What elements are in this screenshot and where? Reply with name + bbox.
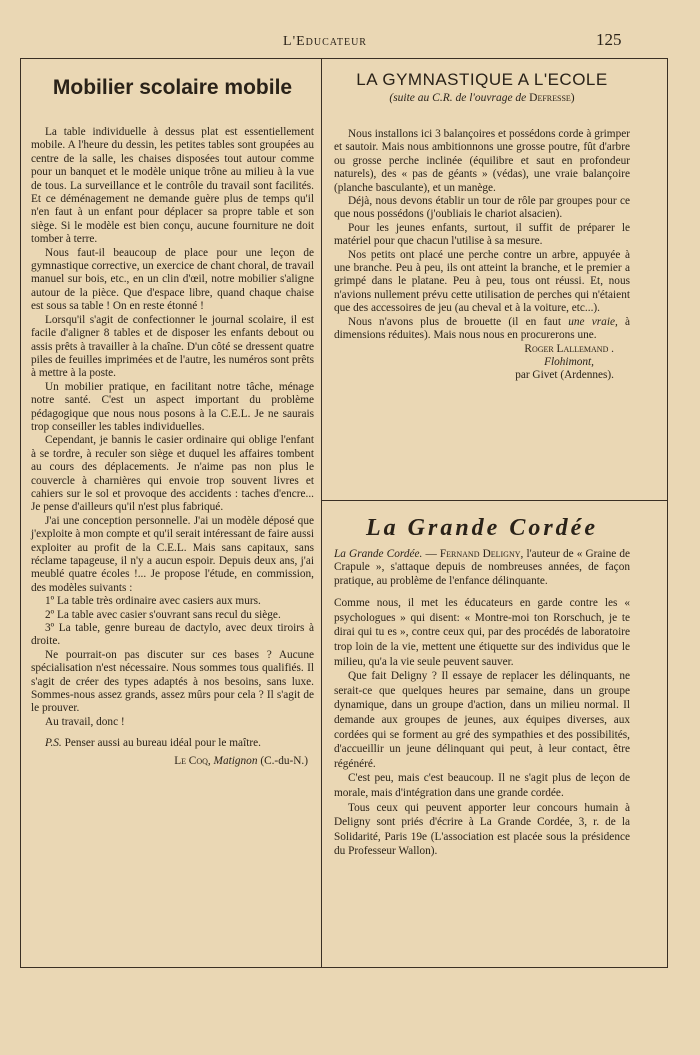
- paragraph: Au travail, donc !: [45, 715, 125, 728]
- paragraph: Comme nous, il met les éducateurs en garde contre les « psychologues » qui disent: « Montre-moi ton Rorschuch, je te dirai qui tu es », contre ceux qui, par des procédés de laboratoire trop loin de la vie, mettent une étiquette sur des individus que le milieu, qu'a la vie seule peuvent sauver.: [334, 597, 630, 668]
- text-run: Nous n'avons plus de brouette (il en faut: [348, 315, 562, 328]
- text-run-italic: une vraie,: [568, 315, 618, 328]
- paragraph: Nous installons ici 3 balançoires et possédons corde à grimper et sautoir. Mais nous ambitionnons une grosse poutre, fût d'arbre ou grosse perche inclinée (équilibre et saut en profondeur naturels), des « pas de géants » (védas), une vraie balançoire (planche basculante), et un manège.: [334, 128, 630, 194]
- signature-name: Le Coq,: [174, 754, 211, 767]
- paragraph: Déjà, nous devons établir un tour de rôle par groupes pour ce que nous possédons (j'oubliais le chariot alsacien).: [334, 195, 630, 221]
- signature: [334, 343, 630, 383]
- section-divider: [321, 500, 668, 501]
- paragraph: Tous ceux qui peuvent apporter leur concours humain à Deligny sont priés d'écrire à La Grande Cordée, 3, r. de la Solidarité, Paris 19e (L'association est placée sous la présidence du Professeur Wallon).: [334, 801, 630, 858]
- article-title: LA GYMNASTIQUE A L'ECOLE: [356, 70, 608, 89]
- paragraph: [334, 316, 630, 343]
- signature-region: par Givet (Ardennes).: [515, 369, 614, 382]
- list-item: 1º La table très ordinaire avec casiers aux murs.: [45, 595, 261, 608]
- paragraph: Lorsqu'il s'agit de confectionner le journal scolaire, il est facile d'aligner 8 tables et de disposer les enfants debout ou assis prêts à travailler à la chaîne. D'un côté se dressent quatre piles de feuilles imprimées et de l'autre, les numéros sont prêts à mettre à la poste.: [31, 313, 314, 380]
- signature-name: Roger Lallemand .: [524, 342, 614, 355]
- ps-label: P.S.: [45, 737, 62, 750]
- signature: [31, 755, 314, 768]
- list-item: 2º La table avec casier s'ouvrant sans recul du siège.: [45, 608, 281, 621]
- intro-author: — Fernand Deligny,: [425, 548, 524, 560]
- signature-region: (C.-du-N.): [260, 754, 308, 767]
- page-number: 125: [596, 30, 622, 49]
- article-title: Mobilier scolaire mobile: [52, 76, 293, 99]
- signature-place: Matignon: [213, 754, 258, 767]
- paragraph: Cependant, je bannis le casier ordinaire qui oblige l'enfant à se tordre, à reculer son siège et duquel les affaires tombent au cours des déplacements. Je n'aime pas non plus le couvercle à charnières qui envoie trop souvent livres et cahiers sur le sol et provoque des accidents : taches d'encre... Je pense d'ailleurs qu'il n'est plus fabriqué.: [31, 434, 314, 514]
- signature-place: Flohimont,: [544, 355, 594, 368]
- article-grande-cordee: [334, 515, 630, 859]
- column-divider: [321, 58, 322, 968]
- postscript: [31, 737, 314, 750]
- paragraph-intro: [334, 548, 630, 588]
- text-run: à dimensions réduites). Mais nous nous en procurerons une.: [334, 315, 631, 342]
- paragraph: Ne pourrait-on pas discuter sur ces bases ? Aucune spécialisation n'est nécessaire. Nous sommes tous qualifiés. Il s'agit de créer des types adaptés à nos besoins, sans luxe. Sommes-nous assez grands, assez mûrs pour cela ? Il s'agit de le prouver.: [31, 648, 314, 715]
- paragraph: Pour les jeunes enfants, surtout, il suffit de préparer le matériel pour que chacun l'utilise à sa mesure.: [334, 221, 630, 248]
- paragraph: Nos petits ont placé une perche contre un arbre, appuyée à une branche. Peu à peu, ils ont atteint la branche, et le premier a grimpé dans le platane. Peu à peu, tous ont réussi. Et, nous n'avions nullement prévu cette utilisation de perches qui n'étaient que des accessoires de jeu (au cheval et à la voiture, etc...).: [334, 248, 630, 315]
- paragraph: J'ai une conception personnelle. J'ai un modèle déposé que j'exploite à mon compte et qu'il serait intéressant de faire aussi exploiter au profit de la C.E.L. Mais sans capitaux, sans réclame tapageuse, il n'y a aucun espoir. Depuis deux ans, j'ai meublé quatre écoles !... Je propose l'étude, en commission, des modèles suivants :: [31, 514, 314, 594]
- intro-title: La Grande Cordée.: [334, 548, 423, 560]
- paragraph: Un mobilier pratique, en facilitant notre tâche, ménage notre santé. C'est un aspect important du problème pédagogique que nous nous posons à la C.E.L. Je ne saurais trop conseiller les tables individuelles.: [31, 380, 314, 433]
- list-item: 3º La table, genre bureau de dactylo, avec deux tiroirs à droite.: [31, 622, 314, 648]
- article-gymnastique: [334, 70, 630, 383]
- paragraph: Nous faut-il beaucoup de place pour une leçon de gymnastique corrective, un exercice de chant choral, de travail manuel sur bois, etc., en un clin d'œil, notre mobilier s'aligne autour de la pièce. Que d'espace libre, quand chaque chaise est sous sa table ! On en reste étonné !: [31, 246, 314, 313]
- article-mobilier: [31, 72, 314, 768]
- paragraph: La table individuelle à dessus plat est essentiellement mobile. A l'heure du dessin, les petites tables sont groupées au centre de la salle, les chaises disposées tout autour comme pour un banquet et le modèle unique trône au milieu à la vue de tous. La surveillance et le contrôle du travail sont facilités. Et ce déménagement ne demande guère plus de temps qu'il n'en faut à un enfant pour déplacer sa propre table et son siège. Si le modèle est bien conçu, aucune fourniture ne doit tomber à terre.: [31, 126, 314, 246]
- intro-text: l'auteur de « Graine de Crapule », s'attaque depuis de nombreuses années, de façon pratique, au problème de l'enfance délinquante.: [334, 548, 631, 587]
- article-subtitle: [334, 92, 630, 104]
- subtitle-author: Defresse): [529, 92, 575, 104]
- paragraph: C'est peu, mais c'est beaucoup. Il ne s'agit plus de leçon de morale, mais d'intégration dans une grande cordée.: [334, 772, 630, 799]
- subtitle-text: (suite au C.R. de l'ouvrage de: [389, 92, 527, 104]
- ps-text: Penser aussi au bureau idéal pour le maître.: [64, 737, 261, 750]
- article-title: La Grande Cordée: [366, 515, 598, 541]
- paragraph: Que fait Deligny ? Il essaye de replacer les délinquants, ne serait-ce que quelques heures par semaine, dans un groupe dynamique, dans un groupe d'action, dans un milieu normal. Il demande aux groupes de jeunes, aux équipes diverses, aux cordées qui se forment au gré des sympathies et des possibilités, d'accueillir un jeune délinquant qui peut, à leur contact, être régénéré.: [334, 670, 630, 770]
- journal-title: L'Educateur: [283, 34, 367, 49]
